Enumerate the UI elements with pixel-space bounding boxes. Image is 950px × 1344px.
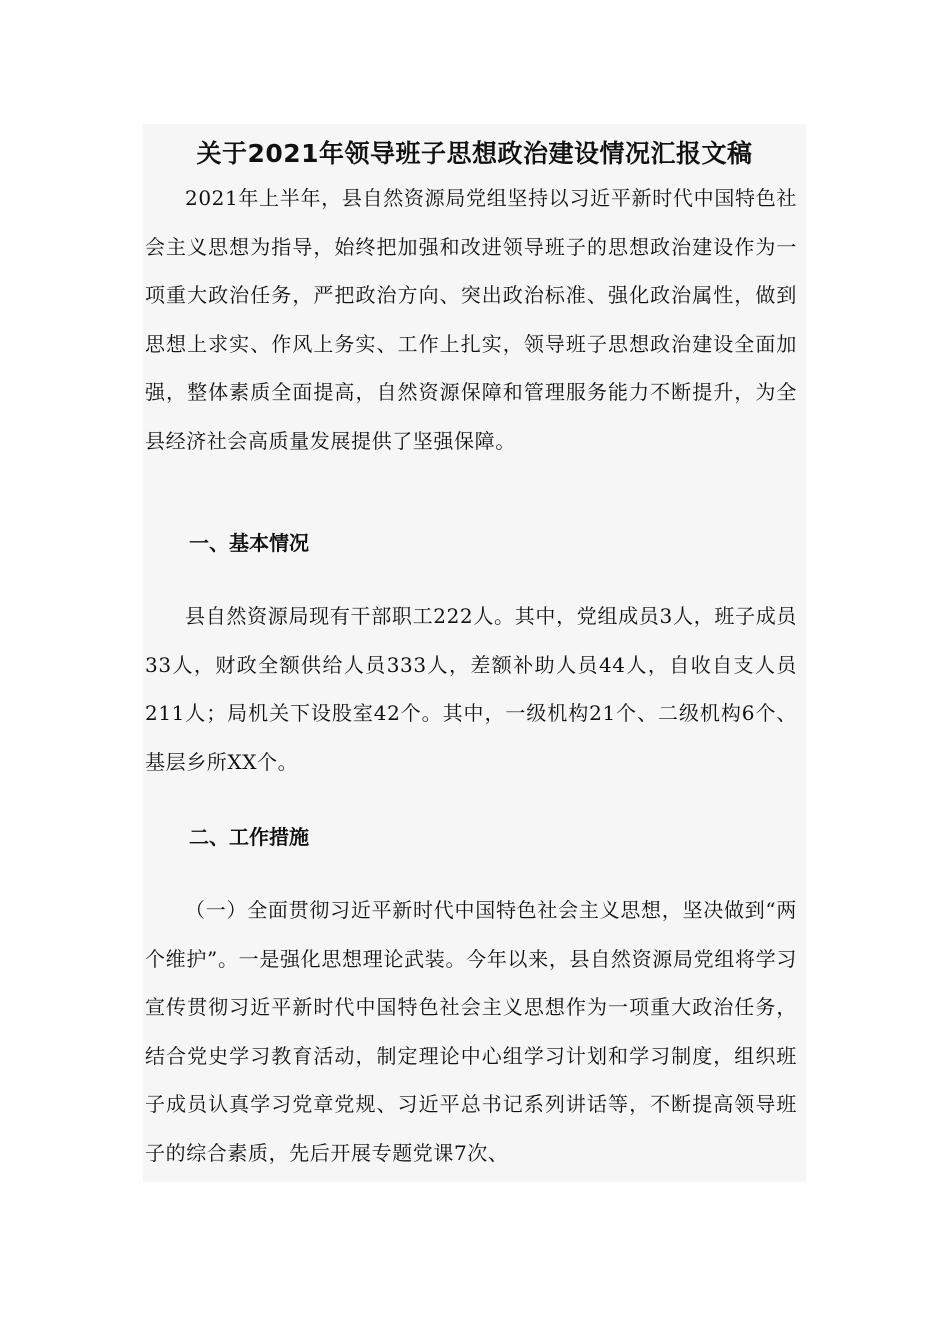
section-heading-basic-situation: 一、基本情况 bbox=[189, 531, 309, 555]
document-page bbox=[143, 124, 806, 1182]
section-paragraph-basic-situation: 县自然资源局现有干部职工222人。其中，党组成员3人，班子成员33人，财政全额供给人员333人，差额补助人员44人，自收自支人员211人；局机关下设股室42个。其中，一级机构21个、二级机构6个、基层乡所XX个。 bbox=[145, 604, 797, 774]
intro-paragraph: 2021年上半年，县自然资源局党组坚持以习近平新时代中国特色社会主义思想为指导，始终把加强和改进领导班子的思想政治建设作为一项重大政治任务，严把政治方向、突出政治标准、强化政治属性，做到思想上求实、作风上务实、工作上扎实，领导班子思想政治建设全面加强，整体素质全面提高，自然资源保障和管理服务能力不断提升，为全县经济社会高质量发展提供了坚强保障。 bbox=[145, 186, 797, 453]
section-heading-work-measures: 二、工作措施 bbox=[189, 825, 309, 849]
section-paragraph-work-measures: （一）全面贯彻习近平新时代中国特色社会主义思想，坚决做到“两个维护”。一是强化思想理论武装。今年以来，县自然资源局党组将学习宣传贯彻习近平新时代中国特色社会主义思想作为一项重大政治任务，结合党史学习教育活动，制定理论中心组学习计划和学习制度，组织班子成员认真学习党章党规、习近平总书记系列讲话等，不断提高领导班子的综合素质，先后开展专题党课7次、 bbox=[145, 898, 797, 1165]
document-title: 关于2021年领导班子思想政治建设情况汇报文稿 bbox=[196, 139, 753, 168]
